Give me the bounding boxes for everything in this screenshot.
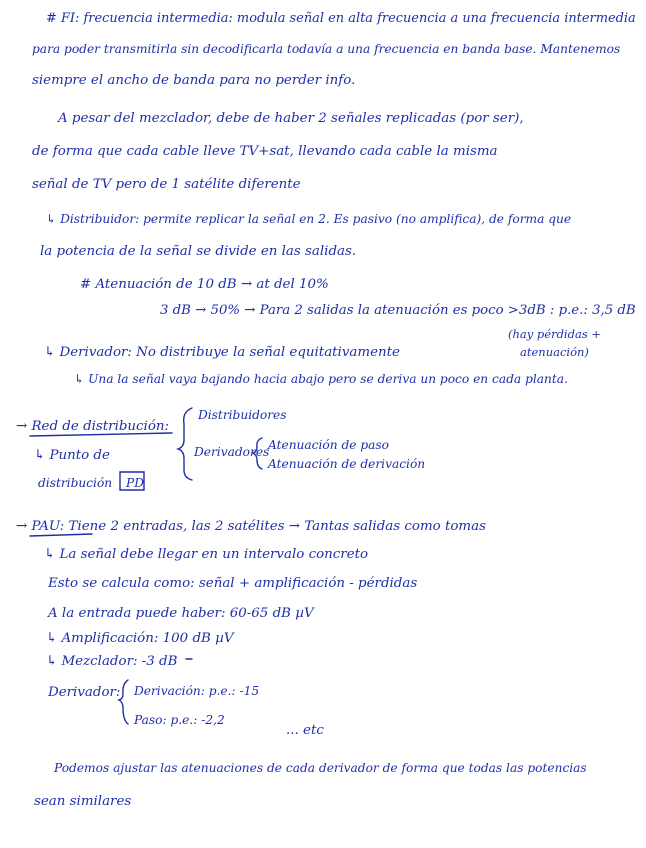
note-line-atenuacion: # Atenuación de 10 dB → at del 10%: [80, 277, 329, 292]
note-line: ↳ Mezclador: -3 dB: [46, 654, 178, 669]
note-line: 3 dB → 50% → Para 2 salidas la atenuación es poco >3dB : p.e.: 3,5 dB: [160, 303, 636, 318]
note-line-derivador: ↳ Derivador: No distribuye la señal equitativamente: [44, 345, 400, 360]
note-line: la potencia de la señal se divide en las salidas.: [40, 244, 357, 259]
brace-red-distribucion: [178, 408, 192, 480]
diagram-branch: Distribuidores: [198, 408, 287, 422]
heading-red-distribucion: → Red de distribución:: [16, 419, 170, 434]
note-line: siempre el ancho de banda para no perder info.: [32, 73, 356, 88]
note-line: señal de TV pero de 1 satélite diferente: [32, 177, 301, 192]
note-line: de forma que cada cable lleve TV+sat, llevando cada cable la misma: [32, 144, 498, 159]
note-line: ↳ La señal debe llegar en un intervalo concreto: [44, 547, 369, 562]
note-line: A la entrada puede haber: 60-65 dB µV: [48, 606, 314, 621]
note-line: para poder transmitirla sin decodificarla todavía a una frecuencia en banda base. Mantenemos: [32, 42, 621, 56]
margin-note: atenuación): [520, 345, 589, 359]
heading-pau: → PAU: Tiene 2 entradas, las 2 satélites → Tantas salidas como tomas: [16, 519, 486, 534]
margin-note: (hay pérdidas +: [508, 327, 602, 341]
note-line: ↳ Punto de: [34, 448, 110, 463]
note-line-fi-definition: # FI: frecuencia intermedia: modula señal en alta frecuencia a una frecuencia intermedia: [46, 11, 636, 26]
boxed-label-pd: PD: [126, 476, 144, 490]
diagram-sub-branch: Derivación: p.e.: -15: [134, 684, 260, 698]
diagram-branch: Derivadores: [194, 445, 270, 459]
note-line: ... etc: [286, 723, 324, 738]
note-line: sean similares: [34, 794, 132, 809]
note-line: Esto se calcula como: señal + amplificación - pérdidas: [48, 576, 418, 591]
note-line: Derivador:: [48, 685, 121, 700]
note-line: distribución: [38, 476, 113, 490]
note-line: Podemos ajustar las atenuaciones de cada derivador de forma que todas las potencias: [54, 761, 587, 775]
note-line: A pesar del mezclador, debe de haber 2 señales replicadas (por ser),: [58, 111, 524, 126]
diagram-sub-branch: Paso: p.e.: -2,2: [134, 713, 225, 727]
diagram-sub-branch: Atenuación de derivación: [268, 457, 426, 471]
note-line-distribuidor: ↳ Distribuidor: permite replicar la señal en 2. Es pasivo (no amplifica), de forma que: [46, 212, 572, 226]
note-line: ↳ Una la señal vaya bajando hacia abajo pero se deriva un poco en cada planta.: [74, 372, 568, 386]
note-line: ↳ Amplificación: 100 dB µV: [46, 631, 234, 646]
diagram-sub-branch: Atenuación de paso: [268, 438, 389, 452]
